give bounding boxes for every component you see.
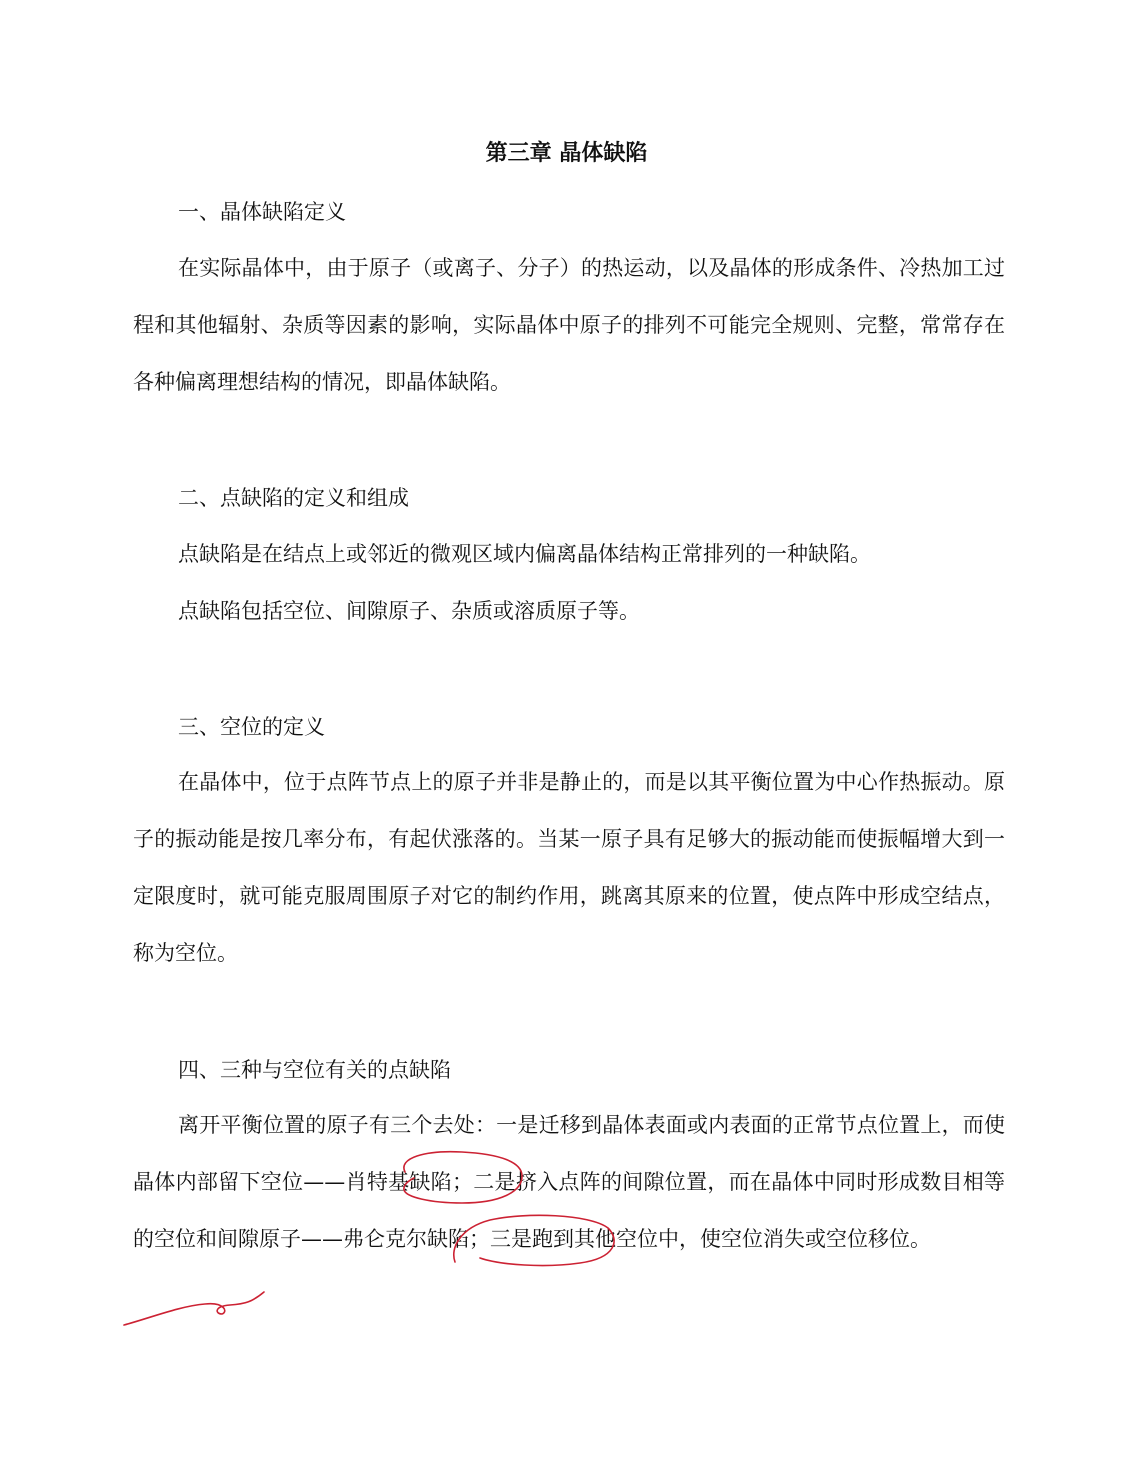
frenkel-defect-term: 弗仑克尔缺陷 (343, 1227, 469, 1251)
schottky-defect-term: 肖特基缺陷 (345, 1170, 452, 1194)
section-heading-1: 一、晶体缺陷定义 (178, 200, 346, 224)
section-4-text-part-2: ；二是挤入点阵的间隙位置，而在晶体中同时形成数目相等的空位和间隙原子—— (133, 1170, 1006, 1251)
section-3-paragraph: 在晶体中，位于点阵节点上的原子并非是静止的，而是以其平衡位置为中心作热振动。原子的振动能是按几率分布，有起伏涨落的。当某一原子具有足够大的振动能而使振幅增大到一定限度时，就可能克服周围原子对它的制约作用，跳离其原来的位置，使点阵中形成空结点，称为空位。 (133, 770, 1005, 965)
underline-annotation-vacancy-shift (124, 1292, 264, 1325)
section-1-paragraph: 在实际晶体中，由于原子（或离子、分子）的热运动，以及晶体的形成条件、冷热加工过程和其他辐射、杂质等因素的影响，实际晶体中原子的排列不可能完全规则、完整，常常存在各种偏离理想结构的情况，即晶体缺陷。 (133, 256, 1005, 394)
section-heading-3: 三、空位的定义 (178, 715, 325, 739)
section-4-text-part-4: 。 (910, 1227, 931, 1251)
section-4-text-part-1: 离开平衡位置的原子有三个去处：一是迁移到晶体表面或内表面的正常节点位置上，而使晶体内部留下空位—— (133, 1113, 1005, 1194)
section-heading-2: 二、点缺陷的定义和组成 (178, 486, 409, 510)
section-4-paragraph (133, 1097, 1005, 1268)
chapter-title: 第三章 晶体缺陷 (485, 141, 648, 166)
section-2-paragraph-2: 点缺陷包括空位、间隙原子、杂质或溶质原子等。 (178, 599, 640, 623)
section-2-paragraph-1: 点缺陷是在结点上或邻近的微观区域内偏离晶体结构正常排列的一种缺陷。 (178, 542, 871, 566)
section-4-text-part-3: ；三是跑到其他空位中，使空位消失或 (469, 1227, 826, 1251)
section-heading-4: 四、三种与空位有关的点缺陷 (178, 1058, 451, 1082)
vacancy-migration-term: 空位移位 (826, 1227, 910, 1251)
